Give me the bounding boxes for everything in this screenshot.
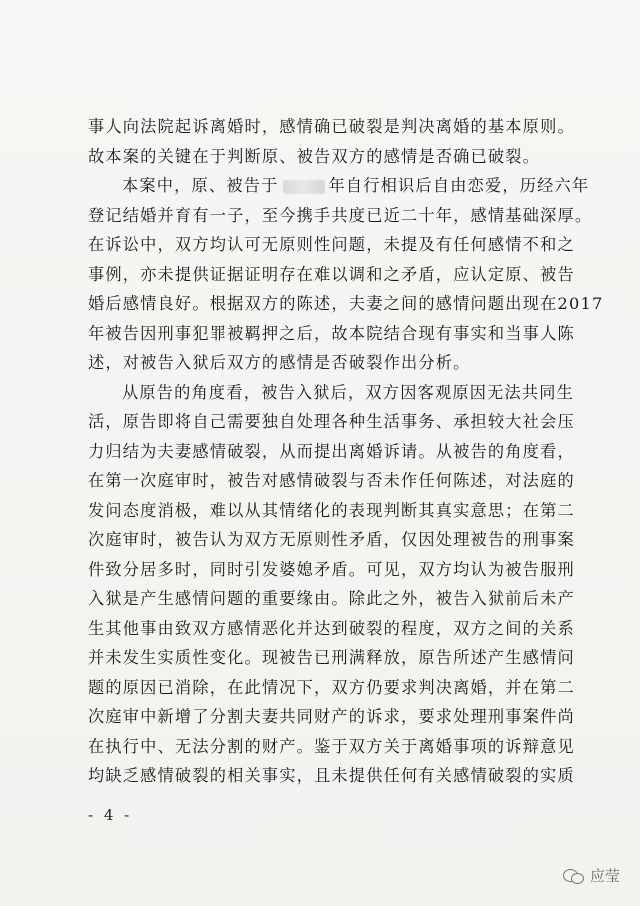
text-line: 从原告的角度看，被告入狱后，双方因客观原因无法共同生	[122, 382, 575, 402]
text-line: 发问态度消极，难以从其情绪化的表现判断其真实意思；在第二	[88, 500, 575, 520]
text-line: 年被告因刑事犯罪被羁押之后，故本院结合现有事实和当事人陈	[88, 323, 575, 343]
text-line: 在诉讼中，双方均认可无原则性问题，未提及有任何感情不和之	[88, 235, 575, 254]
text-line: 入狱是产生感情问题的重要缘由。除此之外，被告入狱前后未产	[88, 589, 575, 608]
text-segment: 本案中，原、被告于	[122, 176, 279, 195]
text-line: 事例，亦未提供证据证明存在难以调和之矛盾，应认定原、被告	[88, 264, 575, 284]
watermark-text: 应莹	[590, 867, 621, 885]
text-line: 件致分居多时，同时引发婆媳矛盾。可见，双方均认为被告服刑	[88, 559, 575, 579]
watermark	[563, 865, 620, 886]
text-line	[88, 171, 590, 201]
text-line: 事人向法院起诉离婚时，感情确已破裂是判决离婚的基本原则。	[88, 117, 575, 136]
text-line: 在第一次庭审时，被告对感情破裂与否未作任何陈述，对法庭的	[88, 471, 575, 490]
redacted-year	[283, 180, 325, 194]
page-number: - 4 -	[88, 806, 133, 824]
text-line: 婚后感情良好。根据双方的陈述，夫妻之间的感情问题出现在2017	[88, 294, 604, 313]
text-line: 在执行中、无法分割的财产。鉴于双方关于离婚事项的诉辩意见	[88, 736, 575, 756]
text-line: 次庭审中新增了分割夫妻共同财产的诉求，要求处理刑事案件尚	[88, 707, 575, 726]
text-line: 登记结婚并育有一子，至今携手共度已近二十年，感情基础深厚。	[88, 205, 593, 225]
text-segment: 年自行相识后自由恋爱，历经六年	[328, 176, 590, 195]
text-line: 次庭审时，被告认为双方无原则性矛盾，仅因处理被告的刑事案	[88, 530, 575, 549]
text-line: 并未发生实质性变化。现被告已刑满释放，原告所述产生感情问	[88, 648, 575, 667]
text-line: 活，原告即将自己需要独自处理各种生活事务、承担较大社会压	[88, 412, 575, 431]
text-line: 力归结为夫妻感情破裂，从而提出离婚诉请。从被告的角度看，	[88, 441, 575, 461]
text-line: 均缺乏感情破裂的相关事实，且未提供任何有关感情破裂的实质	[88, 766, 575, 785]
text-line: 生其他事由致双方感情恶化并达到破裂的程度，双方之间的关系	[88, 618, 575, 638]
wechat-icon	[563, 867, 585, 885]
text-line: 题的原因已消除，在此情况下，双方仍要求判决离婚，并在第二	[88, 677, 575, 697]
document-body	[88, 112, 604, 791]
text-line: 故本案的关键在于判断原、被告双方的感情是否确已破裂。	[88, 146, 541, 166]
text-line: 述，对被告入狱后双方的感情是否破裂作出分析。	[88, 353, 471, 372]
